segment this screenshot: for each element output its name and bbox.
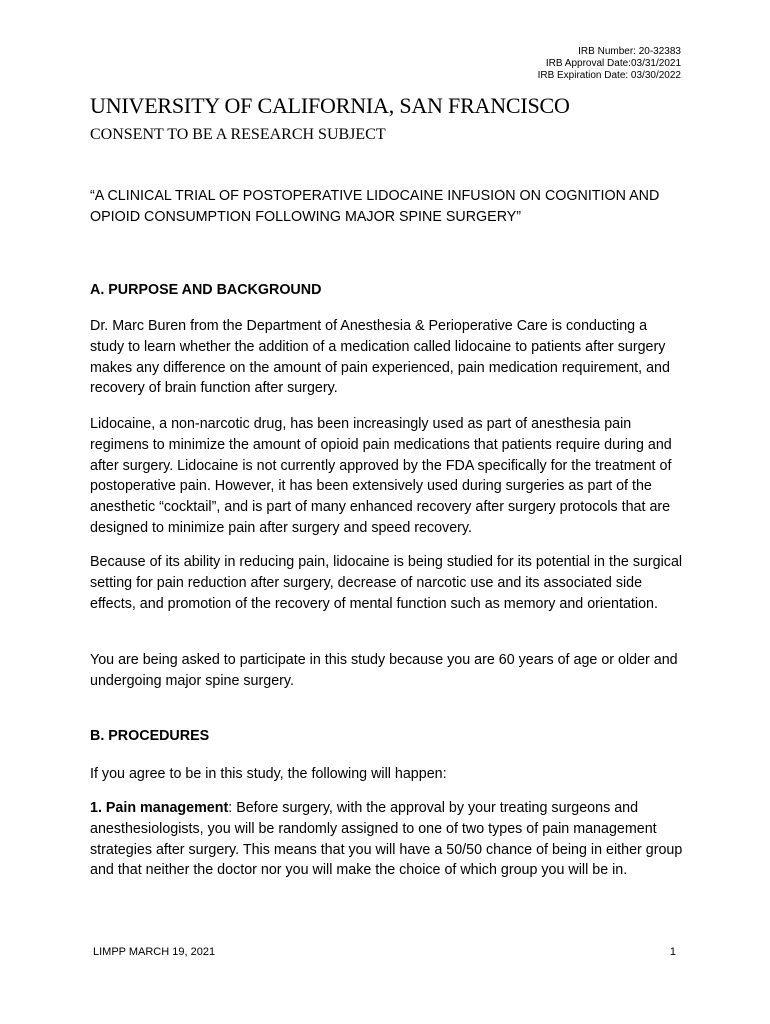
university-title: UNIVERSITY OF CALIFORNIA, SAN FRANCISCO xyxy=(90,93,570,118)
study-title: “A CLINICAL TRIAL OF POSTOPERATIVE LIDOCAINE INFUSION ON COGNITION AND OPIOID CONSUMPTION FOLLOWING MAJOR SPINE SURGERY” xyxy=(90,188,660,225)
consent-subtitle: CONSENT TO BE A RESEARCH SUBJECT xyxy=(90,126,386,143)
section-b-intro: If you agree to be in this study, the following will happen: xyxy=(90,766,447,782)
section-b-item-1 xyxy=(90,798,685,881)
irb-approval-date: IRB Approval Date:03/31/2021 xyxy=(545,58,681,69)
item-1-label: 1. Pain management xyxy=(90,800,229,816)
section-a-paragraph-4: You are being asked to participate in this study because you are 60 years of age or older and undergoing major spine surgery. xyxy=(90,652,678,689)
item-1-text: : Before surgery, with the approval by your treating surgeons and anesthesiologists, you will be randomly assigned to one of two types of pain management strategies after surgery. This means that you will have a 50/50 chance of being in either group and that neither the doctor nor you will make the choice of which group you will be in. xyxy=(90,800,683,879)
irb-number: IRB Number: 20-32383 xyxy=(578,46,681,57)
section-a-paragraph-3: Because of its ability in reducing pain, lidocaine is being studied for its potential in the surgical setting for pain reduction after surgery, decrease of narcotic use and its associated side effects, and promotion of the recovery of mental function such as memory and orientation. xyxy=(90,554,683,612)
irb-info xyxy=(538,46,681,82)
section-b-heading: B. PROCEDURES xyxy=(90,728,210,744)
irb-expiration-date: IRB Expiration Date: 03/30/2022 xyxy=(537,70,681,81)
section-a-paragraph-2: Lidocaine, a non-narcotic drug, has been increasingly used as part of anesthesia pain regimens to minimize the amount of opioid pain medications that patients require during and after surgery. Lidocaine is not currently approved by the FDA specifically for the treatment of postoperative pain. However, it has been extensively used during surgeries as part of the anesthetic “cocktail”, and is part of many enhanced recovery after surgery protocols that are designed to minimize pain after surgery and speed recovery. xyxy=(90,416,672,536)
section-a-paragraph-1: Dr. Marc Buren from the Department of Anesthesia & Perioperative Care is conducting a study to learn whether the addition of a medication called lidocaine to patients after surgery makes any difference on the amount of pain experienced, pain medication requirement, and recovery of brain function after surgery. xyxy=(90,318,670,397)
section-a-heading: A. PURPOSE AND BACKGROUND xyxy=(90,282,322,298)
page-number: 1 xyxy=(669,946,676,958)
footer-version: LIMPP MARCH 19, 2021 xyxy=(93,946,216,958)
